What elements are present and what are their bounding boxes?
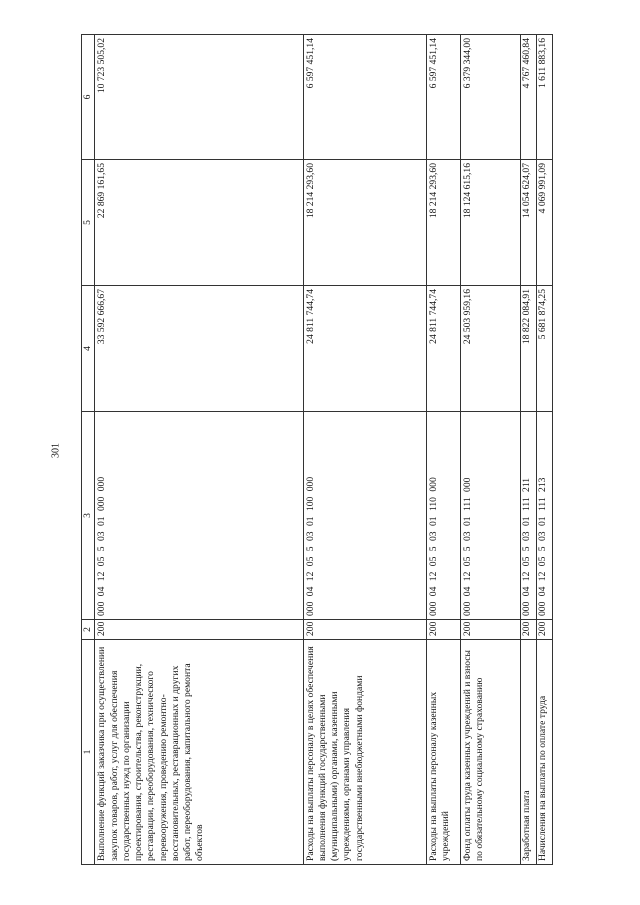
table-row — [521, 35, 537, 865]
row-value-6: 1 611 883,16 — [537, 35, 553, 160]
row-value-5: 14 054 624,07 — [521, 160, 537, 286]
row-value-4: 18 822 084,91 — [521, 286, 537, 412]
row-value-4: 33 592 666,67 — [95, 286, 303, 412]
row-code: 200 — [95, 620, 303, 640]
row-code: 200 — [537, 620, 553, 640]
row-name: Расходы на выплаты персоналу казенных учреждений — [426, 640, 460, 865]
table-row — [460, 35, 520, 865]
row-value-6: 4 767 460,84 — [521, 35, 537, 160]
row-classification: 000 04 12 05 5 03 01 111 000 — [460, 412, 520, 620]
table-row — [95, 35, 303, 865]
table-header-row — [82, 35, 95, 865]
row-classification: 000 04 12 05 5 03 01 100 000 — [303, 412, 426, 620]
row-value-4: 24 503 959,16 — [460, 286, 520, 412]
row-classification: 000 04 12 05 5 03 01 110 000 — [426, 412, 460, 620]
row-classification: 000 04 12 05 5 03 01 111 213 — [537, 412, 553, 620]
budget-table — [81, 34, 553, 865]
row-value-5: 22 869 161,65 — [95, 160, 303, 286]
row-value-5: 18 214 293,60 — [426, 160, 460, 286]
row-value-6: 6 379 344,00 — [460, 35, 520, 160]
table-row — [426, 35, 460, 865]
budget-table-rotated — [81, 35, 553, 865]
row-name: Фонд оплаты труда казенных учреждений и взносы по обязательному социальному страхованию — [460, 640, 520, 865]
row-value-4: 24 811 744,74 — [426, 286, 460, 412]
row-value-4: 24 811 744,74 — [303, 286, 426, 412]
column-header-5: 5 — [82, 160, 95, 286]
row-code: 200 — [521, 620, 537, 640]
row-classification: 000 04 12 05 5 03 01 111 211 — [521, 412, 537, 620]
column-header-1: 1 — [82, 640, 95, 865]
row-value-6: 10 723 505,02 — [95, 35, 303, 160]
row-code: 200 — [460, 620, 520, 640]
table-row — [303, 35, 426, 865]
row-code: 200 — [303, 620, 426, 640]
row-name: Выполнение функций заказчика при осуществлении закупок товаров, работ, услуг для обеспечения государственных нужд по организации проектирования, строительства, реконструкции, реставрации, переоборудования, технического перевооружения, проведению ремонтно-восстановительных, реставрационных и других работ, переоборудования, капитального ремонта объектов — [95, 640, 303, 865]
row-value-5: 4 069 991,09 — [537, 160, 553, 286]
column-header-2: 2 — [82, 620, 95, 640]
row-classification: 000 04 12 05 5 03 01 000 000 — [95, 412, 303, 620]
page-number: 301 — [50, 443, 62, 458]
row-name: Расходы на выплаты персоналу в целях обеспечения выполнения функций государственными (муниципальными) органами, казенными учреждениями, органами управления государственными внебюджетными фондами — [303, 640, 426, 865]
column-header-6: 6 — [82, 35, 95, 160]
row-value-6: 6 597 451,14 — [426, 35, 460, 160]
column-header-3: 3 — [82, 412, 95, 620]
row-value-6: 6 597 451,14 — [303, 35, 426, 160]
column-header-4: 4 — [82, 286, 95, 412]
row-value-4: 5 681 874,25 — [537, 286, 553, 412]
row-value-5: 18 214 293,60 — [303, 160, 426, 286]
row-value-5: 18 124 615,16 — [460, 160, 520, 286]
table-row — [537, 35, 553, 865]
row-name: Заработная плата — [521, 640, 537, 865]
row-code: 200 — [426, 620, 460, 640]
row-name: Начисления на выплаты по оплате труда — [537, 640, 553, 865]
